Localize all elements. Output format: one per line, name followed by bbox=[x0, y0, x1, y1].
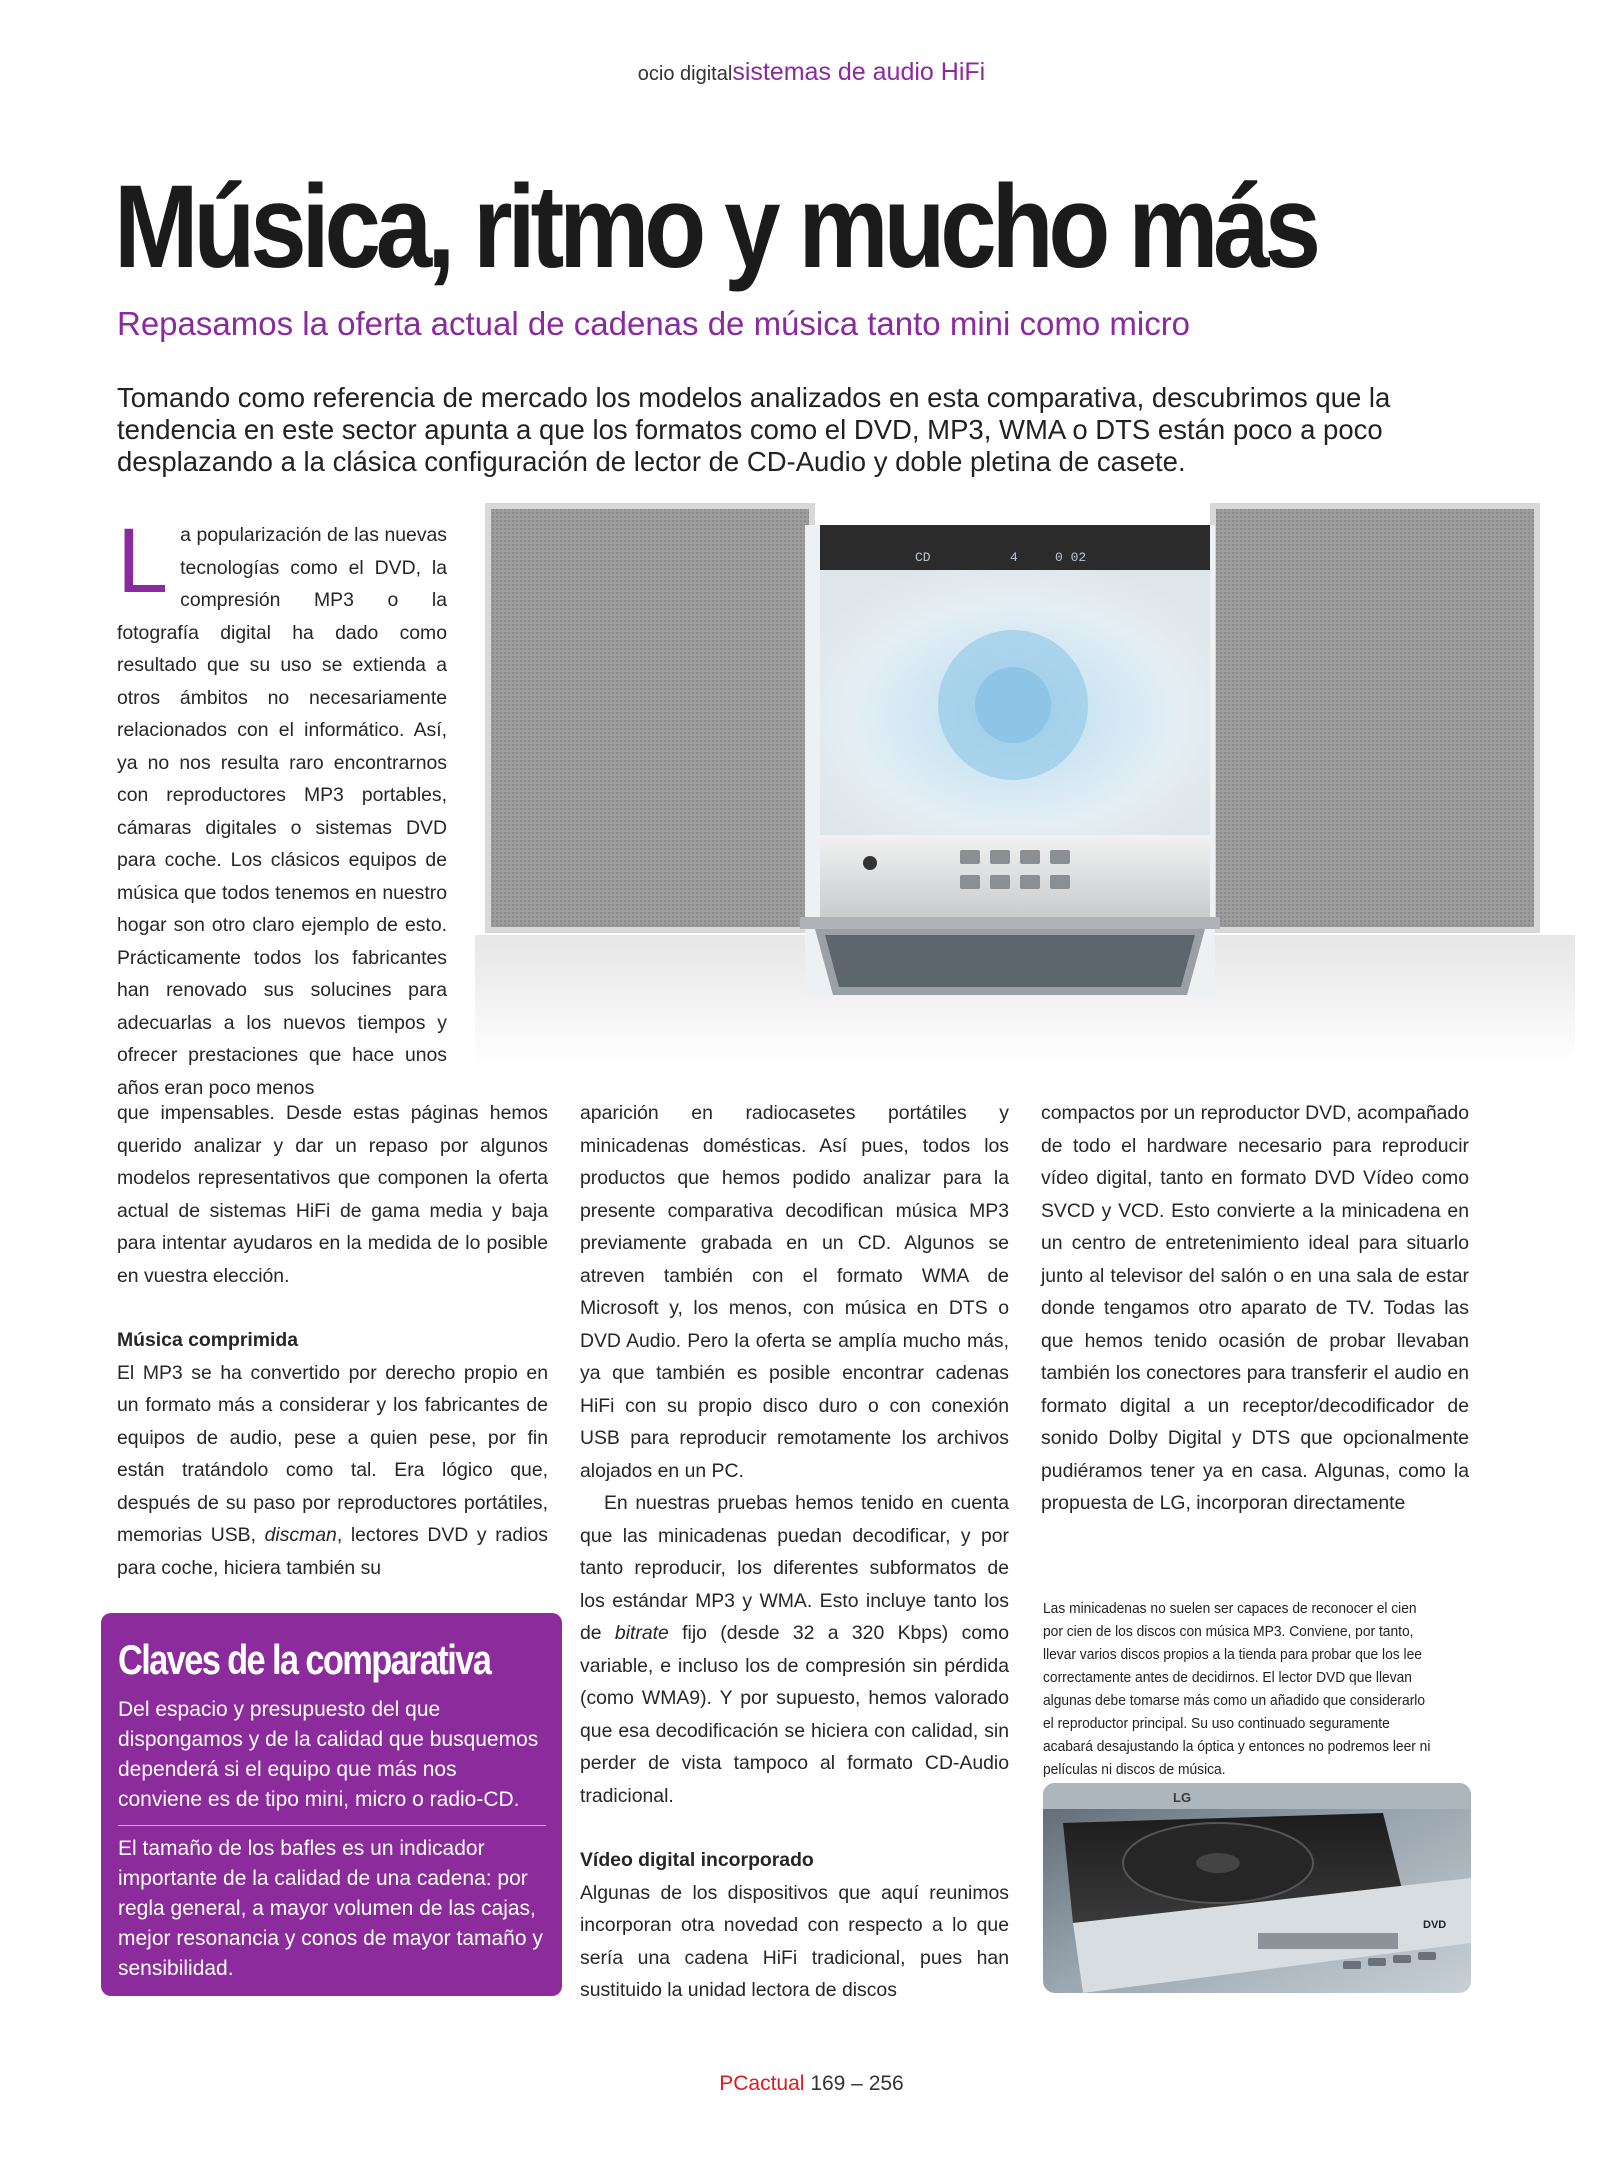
article-title: Música, ritmo y mucho más bbox=[114, 161, 1316, 293]
text-run: El MP3 se ha convertido por derecho propio en un formato más a considerar y los fabricantes de equipos de audio, pese a quien pese, por fin están tratándolo como tal. Era lógico que, después de su paso por reproductores portátiles, memorias USB, bbox=[117, 1361, 548, 1546]
keys-box-paragraph-1: Del espacio y presupuesto del que dispongamos y de la calidad que busquemos dependerá si el equipo que más nos conviene es de tipo mini, micro o radio-CD. bbox=[118, 1698, 539, 1811]
column-1-section-paragraph bbox=[117, 1357, 548, 1585]
keys-box-title: Claves de la comparativa bbox=[118, 1636, 491, 1683]
column-1-paragraph: que impensables. Desde estas páginas hemos querido analizar y dar un repaso por algunos modelos representativos que componen la oferta actual de sistemas HiFi de gama media y baja para intentar ayudaros en la medida de lo posible en vuestra elección. bbox=[117, 1102, 548, 1287]
keys-box-divider bbox=[118, 1825, 546, 1826]
column-2-paragraph-2 bbox=[580, 1487, 1009, 1812]
drop-cap: L bbox=[117, 510, 169, 612]
column-2 bbox=[580, 1097, 1009, 2007]
dvd-logo: DVD bbox=[1423, 1919, 1447, 1931]
article-lead: Tomando como referencia de mercado los modelos analizados en esta comparativa, descubrimos que la tendencia en este sector apunta a que los formatos como el DVD, MP3, WMA o DTS están poco a poco desplazando a la clásica configuración de lector de CD-Audio y doble pletina de casete. bbox=[117, 382, 1391, 477]
column-1-bottom bbox=[117, 1097, 548, 1584]
footer-brand: PCactual bbox=[719, 2072, 805, 2095]
keys-box bbox=[101, 1613, 562, 1996]
photo-caption: Las minicadenas no suelen ser capaces de reconocer el cien por cien de los discos con música MP3. Conviene, por tanto, llevar varios discos propios a la tienda para probar que los lee correctamente antes de decidirnos. El lector DVD que llevan algunas debe tomarse más como un añadido que considerarlo el reproductor principal. Su uso continuado seguramente acabará desajustando la óptica y entonces no podremos leer ni películas ni discos de música. bbox=[1043, 1600, 1431, 1778]
display-time: 0 02 bbox=[1055, 550, 1087, 565]
section-kicker: ocio digital bbox=[637, 63, 733, 85]
product-image bbox=[475, 495, 1575, 1065]
subhead-video-digital: Vídeo digital incorporado bbox=[580, 1849, 814, 1871]
page-footer bbox=[0, 2072, 1623, 2096]
column-1-top-text: a popularización de las nuevas tecnologías como el DVD, la compresión MP3 o la fotografía digital ha dado como resultado que su uso se extienda a otros ámbitos no necesariamente relacionados con el informático. Así, ya no nos resulta raro encontrarnos con reproductores MP3 portables, cámaras digitales o sistemas DVD para coche. Los clásicos equipos de música que todos tenemos en nuestro hogar son otro claro ejemplo de esto. Prácticamente todos los fabricantes han renovado sus solucines para adecuarlas a los nuevos tiempos y ofrecer prestaciones que hace unos años eran poco menos bbox=[117, 524, 447, 1099]
right-speaker bbox=[1210, 503, 1540, 933]
column-2-paragraph-3: Algunas de los dispositivos que aquí reunimos incorporan otra novedad con respecto a lo que sería una cadena HiFi tradicional, pues han sustituido la unidad lectora de discos bbox=[580, 1881, 1009, 2001]
main-unit bbox=[800, 525, 1220, 995]
column-2-paragraph-1: aparición en radiocasetes portátiles y minicadenas domésticas. Así pues, todos los productos que hemos podido analizar para la presente comparativa decodifican música MP3 previamente grabada en un CD. Algunos se atreven también con el formato WMA de Microsoft y, los menos, con música en DTS o DVD Audio. Pero la oferta se amplía mucho más, ya que también es posible encontrar cadenas HiFi con su propio disco duro o con conexión USB para reproducir remotamente los archivos alojados en un PC. bbox=[580, 1102, 1009, 1482]
keys-box-paragraph-2: El tamaño de los bafles es un indicador importante de la calidad de una cadena: por regla general, a mayor volumen de las cajas, mejor resonancia y conos de mayor tamaño y sensibilidad. bbox=[118, 1837, 543, 1980]
display-track: 4 bbox=[1010, 550, 1018, 565]
section-header bbox=[0, 58, 1623, 87]
column-3-paragraph: compactos por un reproductor DVD, acompañado de todo el hardware necesario para reproducir vídeo digital, tanto en formato DVD Vídeo como SVCD y VCD. Esto convierte a la minicadena en un centro de entretenimiento ideal para situarlo junto al televisor del salón o en una sala de estar donde tengamos otro aparato de TV. Todas las que hemos tenido ocasión de probar llevaban también los conectores para transferir el audio en formato digital a un receptor/decodificador de sonido Dolby Digital y DTS que opcionalmente pudiéramos tener ya en casa. Algunas, como la propuesta de LG, incorporan directamente bbox=[1041, 1102, 1469, 1514]
article-subtitle: Repasamos la oferta actual de cadenas de música tanto mini como micro bbox=[117, 305, 1191, 342]
column-1-top bbox=[117, 510, 447, 1104]
emphasis-discman: discman bbox=[264, 1524, 337, 1546]
text-run: fijo (desde 32 a 320 Kbps) como variable, e incluso los de compresión sin pérdida (como WMA9). Y por supuesto, hemos valorado que esa decodificación se hiciera con calidad, sin perder de vista tampoco al formato CD-Audio tradicional. bbox=[580, 1622, 1009, 1807]
left-speaker bbox=[485, 503, 815, 933]
cd-tray-photo bbox=[1043, 1783, 1471, 1993]
emphasis-bitrate: bitrate bbox=[614, 1622, 669, 1644]
power-button bbox=[863, 856, 877, 870]
text-run: En nuestras pruebas hemos tenido en cuenta que las minicadenas puedan decodificar, y por tanto reproducir, los diferentes subformatos de los estándar MP3 y WMA. Esto incluye tanto los de bbox=[580, 1492, 1009, 1644]
brand-label: LG bbox=[1173, 1790, 1192, 1805]
section-name: sistemas de audio HiFi bbox=[732, 58, 986, 86]
display-mode: CD bbox=[915, 550, 931, 565]
footer-page-numbers: 169 – 256 bbox=[810, 2072, 904, 2095]
subhead-musica-comprimida: Música comprimida bbox=[117, 1329, 299, 1351]
micro-hifi-system-illustration bbox=[475, 495, 1575, 1065]
text-run: , lectores DVD y radios para coche, hiciera también su bbox=[117, 1524, 549, 1579]
dvd-tray-illustration bbox=[1043, 1783, 1471, 1993]
column-3 bbox=[1041, 1097, 1469, 1520]
